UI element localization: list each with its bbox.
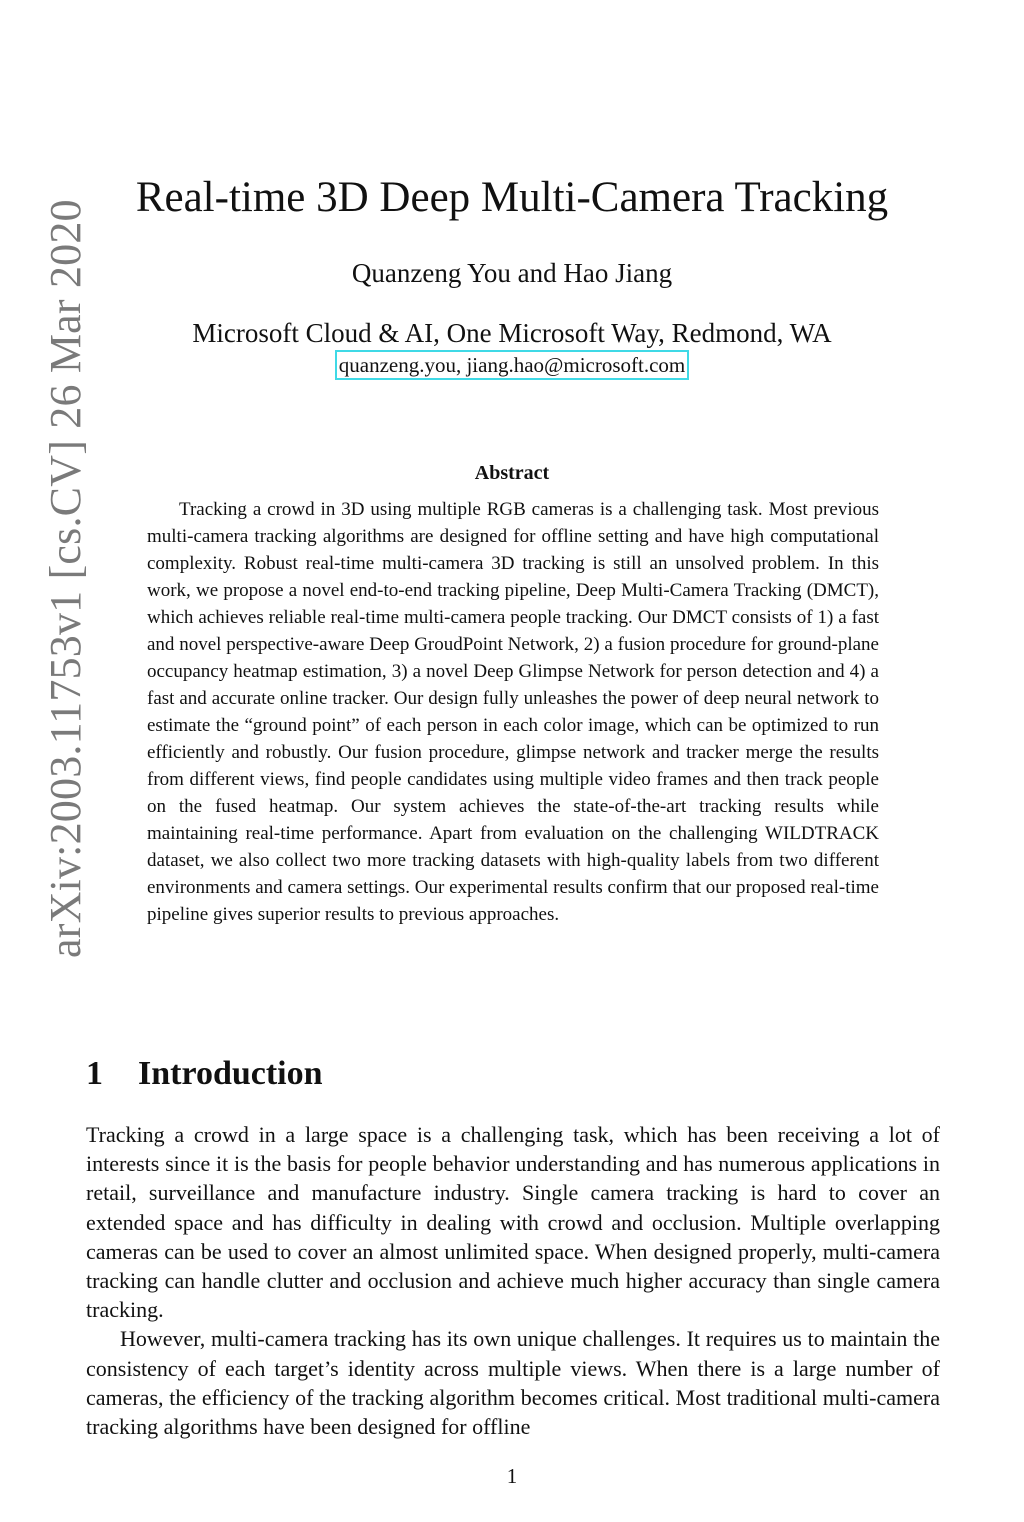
intro-paragraph: However, multi-camera tracking has its own unique challenges. It requires us to maintain the consistency of each target’s identity across multiple views. When there is a large number of cameras, the efficiency of the tracking algorithm becomes critical. Most traditional multi-camera tracking algorithms have been designed for offline xyxy=(86,1326,940,1440)
paper-title: Real-time 3D Deep Multi-Camera Tracking xyxy=(135,174,889,221)
email-container xyxy=(100,350,924,380)
section-heading-introduction xyxy=(86,1052,323,1096)
arxiv-identifier-stamp: arXiv:2003.11753v1 [cs.CV] 26 Mar 2020 xyxy=(41,199,90,958)
abstract-heading: Abstract xyxy=(474,462,550,484)
intro-paragraph: Tracking a crowd in a large space is a challenging task, which has been receiving a lot of interests since it is the basis for people behavior understanding and has numerous applications in retail, surveillance and manufacture industry. Single camera tracking is hard to cover an extended space and has difficulty in dealing with crowd and occlusion. Multiple overlapping cameras can be used to cover an almost unlimited space. When designed properly, multi-camera tracking can handle clutter and occlusion and achieve much higher accuracy than single camera tracking. xyxy=(86,1122,940,1323)
abstract-body: Tracking a crowd in 3D using multiple RGB cameras is a challenging task. Most previous multi-camera tracking algorithms are designed for offline setting and have high computational complexity. Robust real-time multi-camera 3D tracking is still an unsolved problem. In this work, we propose a novel end-to-end tracking pipeline, Deep Multi-Camera Tracking (DMCT), which achieves reliable real-time multi-camera people tracking. Our DMCT consists of 1) a fast and novel perspective-aware Deep GroudPoint Network, 2) a fusion procedure for ground-plane occupancy heatmap estimation, 3) a novel Deep Glimpse Network for person detection and 4) a fast and accurate online tracker. Our design fully unleashes the power of deep neural network to estimate the “ground point” of each person in each color image, which can be optimized to run efficiently and robustly. Our fusion procedure, glimpse network and tracker merge the results from different views, find people candidates using multiple video frames and then track people on the fused heatmap. Our system achieves the state-of-the-art tracking results while maintaining real-time performance. Apart from evaluation on the challenging WILDTRACK dataset, we also collect two more tracking datasets with high-quality labels from two different environments and camera settings. Our experimental results confirm that our proposed real-time pipeline gives superior results to previous approaches. xyxy=(147,499,879,925)
section-number: 1 xyxy=(86,1055,103,1092)
author-affiliation: Microsoft Cloud & AI, One Microsoft Way, Redmond, WA xyxy=(192,318,832,348)
section-title: Introduction xyxy=(138,1055,323,1092)
introduction-body xyxy=(86,1120,940,1441)
author-list: Quanzeng You and Hao Jiang xyxy=(351,258,673,288)
page-number: 1 xyxy=(506,1464,518,1488)
author-email-link[interactable]: quanzeng.you, jiang.hao@microsoft.com xyxy=(335,350,690,380)
